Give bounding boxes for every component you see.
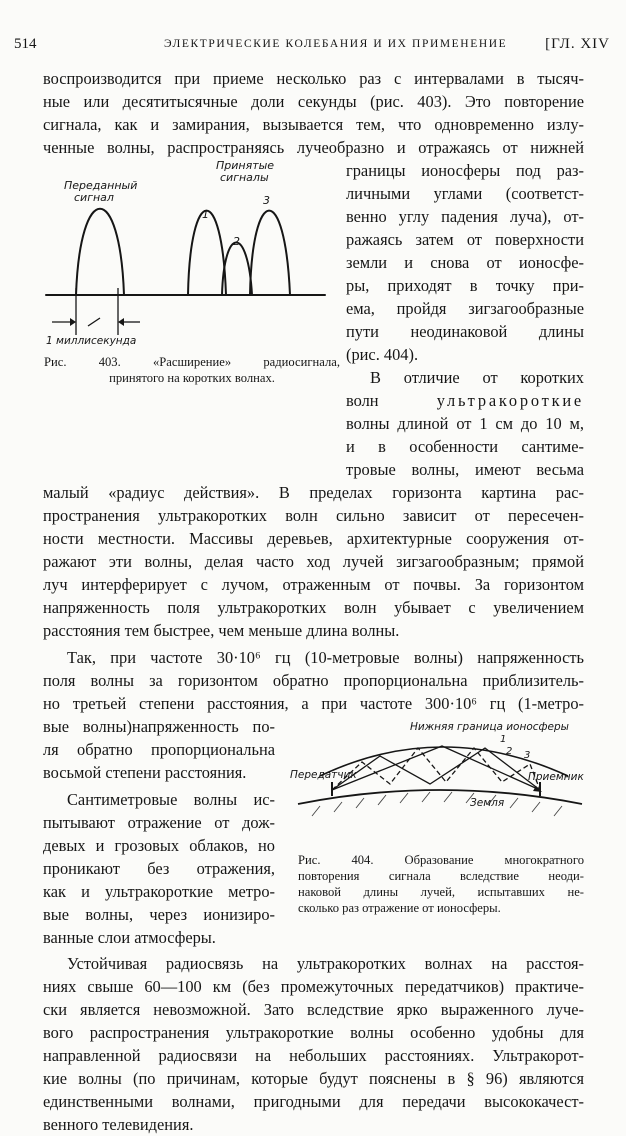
running-title: ЭЛЕКТРИЧЕСКИЕ КОЛЕБАНИЯ И ИХ ПРИМЕНЕНИЕ — [164, 38, 508, 50]
text-line: воспроизводится при приеме несколько раз с интервалами в тысяч- — [43, 69, 584, 88]
figure-404-caption: сколько раз отражение от ионосферы. — [298, 901, 501, 915]
received-signals-label-1: Принятые — [216, 159, 275, 172]
text-line: (рис. 404). — [346, 345, 419, 364]
text-line: границы ионосферы под раз- — [346, 161, 584, 180]
text-line: как и ультракороткие метро- — [43, 882, 275, 901]
ray-number-3: 3 — [524, 750, 531, 761]
receiver-label: Приемник — [528, 771, 584, 783]
spaced-term: ультракороткие — [436, 391, 584, 410]
figure-404-caption: наковой длины лучей, испытавших не- — [298, 885, 584, 899]
text-line: ности местности. Массивы деревьев, архитектурные сооружения от- — [43, 529, 584, 548]
text-line: Устойчивая радиосвязь на ультракоротких волнах на расстоя- — [67, 954, 584, 973]
ionosphere-label: Нижняя граница ионосферы — [410, 721, 569, 733]
chapter-label: [ГЛ. XIV — [545, 36, 610, 52]
sent-signal-label-2: сигнал — [74, 191, 114, 204]
text-line: пространения ультракоротких волн сильно зависит от пересечен- — [43, 506, 584, 525]
text-line: ема, пройдя зигзагообразные — [346, 299, 584, 318]
text-line: вого распространения ультракороткие волны особенно удобны для — [43, 1023, 584, 1042]
text-line: восьмой степени расстояния. — [43, 763, 247, 782]
received-signals-label-2: сигналы — [220, 171, 269, 184]
text-line: тровые волны, имеют весьма — [346, 460, 584, 479]
text-line: напряженность поля ультракоротких волн убывает с увеличением — [43, 598, 584, 617]
text-line: ванные слои атмосферы. — [43, 928, 216, 947]
ray-number-1: 1 — [500, 734, 507, 745]
pulse-number-3: 3 — [263, 194, 270, 207]
text-line: луч интерферирует с лучом, отраженным от почвы. За горизонтом — [43, 575, 584, 594]
text-line: сигнала, как и замирания, вызывается тем, что одновременно излу- — [43, 115, 584, 134]
text-line: ниях свыше 60—100 км (без промежуточных передатчиков) практиче- — [43, 977, 584, 996]
ray-number-2: 2 — [506, 746, 513, 757]
text-line: ражаясь затем от поверхности — [346, 230, 584, 249]
text-line: поля волны за горизонтом обратно пропорциональна приблизитель- — [43, 671, 584, 690]
page-number: 514 — [14, 36, 37, 52]
earth-label: Земля — [470, 797, 505, 809]
text-line: но третьей степени расстояния, а при частоте 300·10⁶ гц (1-метро- — [43, 694, 584, 713]
pulse-number-1: 1 — [202, 208, 209, 221]
text-line: ски является невозможной. Зато вследствие ярко выраженного луче- — [43, 1000, 584, 1019]
text-line: ченные волны, распространяясь лучеобразно и отражаясь от нижней — [43, 138, 584, 157]
text-line: кие волны (по причинам, которые будут пояснены в § 96) являются — [43, 1069, 584, 1088]
received-pulse-1 — [188, 211, 226, 295]
text-line: вые волны, через ионизиро- — [43, 905, 275, 924]
received-pulse-3 — [250, 211, 290, 295]
text-line: ры, приходят в точку при- — [346, 276, 584, 295]
text-line: ные или десятитысячные доли секунды (рис. 403). Это повторение — [43, 92, 584, 111]
time-scale-label: 1 миллисекунда — [46, 335, 137, 347]
text-line: малый «радиус действия». В пределах горизонта картина рас- — [43, 483, 584, 502]
text-line: венно углу падения луча), от- — [346, 207, 584, 226]
page-header — [14, 36, 610, 58]
figure-404 — [290, 721, 595, 834]
text-line: В отличие от коротких — [370, 368, 584, 387]
figure-404-caption: повторения сигнала вследствие неоди- — [298, 869, 584, 883]
text-line: венного телевидения. — [43, 1115, 194, 1134]
text-line: личными углами (соответст- — [346, 184, 584, 203]
text-line: девых и грозовых облаков, но — [43, 836, 275, 855]
text-line: волн ультракороткие — [346, 391, 584, 410]
text-line: проникают без отражения, — [43, 859, 275, 878]
text-line: пытывают отражение от дож- — [43, 813, 275, 832]
text-line: направленной радиосвязи на небольших расстояниях. Ультракорот- — [43, 1046, 584, 1065]
text-line: и в особенности сантиме- — [346, 437, 584, 456]
text-line: ля обратно пропорциональна — [43, 740, 275, 759]
text-line: ражают эти волны, делая часто ход лучей зигзагообразным; прямой — [43, 552, 584, 571]
pulse-number-2: 2 — [233, 235, 240, 248]
text-line: Так, при частоте 30·10⁶ гц (10-метровые волны) напряженность — [67, 648, 584, 667]
figure-403-caption: Рис. 403. «Расширение» радиосигнала, — [44, 355, 340, 369]
text-line: пути неодинаковой длины — [346, 322, 584, 341]
text-line: вые волны)напряженность по- — [43, 717, 275, 736]
figure-404-caption: Рис. 404. Образование многократного — [298, 853, 584, 867]
sent-signal-pulse — [76, 209, 124, 295]
text-line: единственными волнами, пригодными для передачи высококачест- — [43, 1092, 584, 1111]
transmitter-label: Передатчик — [290, 769, 357, 781]
text-line: волны длиной от 1 см до 10 м, — [346, 414, 584, 433]
text-line: расстояния тем быстрее, чем меньше длина волны. — [43, 621, 400, 640]
text-line: Сантиметровые волны ис- — [67, 790, 275, 809]
figure-403 — [40, 160, 340, 350]
text-line: земли и снова от ионосфе- — [346, 253, 584, 272]
figure-403-caption: принятого на коротких волнах. — [109, 371, 275, 385]
sent-signal-label-1: Переданный — [64, 179, 138, 192]
